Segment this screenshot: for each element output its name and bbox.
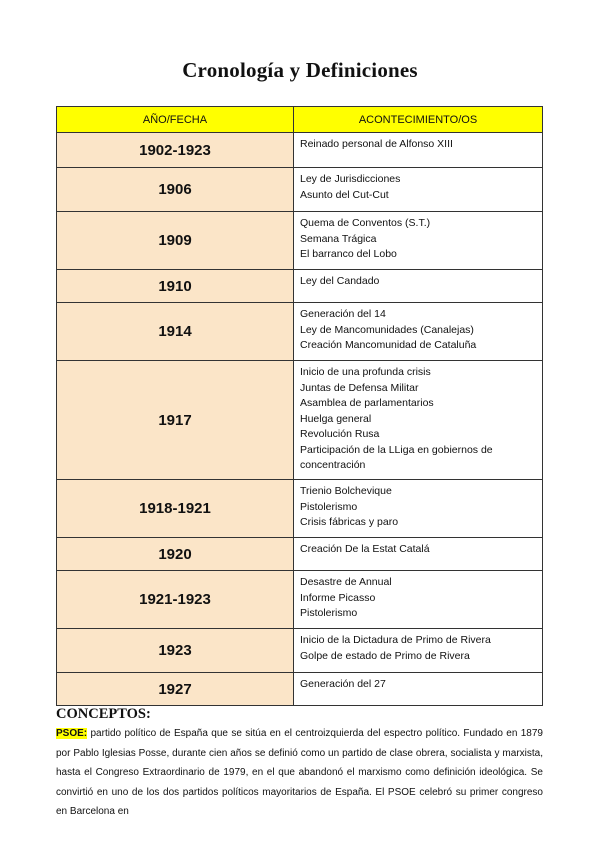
table-row [57,538,543,571]
event-item: Pistolerismo [300,607,358,619]
event-item: Juntas de Defensa Militar [300,381,419,394]
year-cell: 1914 [57,303,294,361]
event-item: Inicio de la Dictadura de Primo de Rivera [300,634,491,646]
year-cell: 1918-1921 [57,480,294,538]
year-cell: 1910 [57,270,294,303]
concepts-heading: CONCEPTOS: [56,706,151,722]
event-item: Inicio de una profunda crisis [300,366,431,378]
year-cell: 1917 [57,361,294,480]
event-item: Golpe de estado de Primo de Rivera [300,649,470,662]
event-item: Reinado personal de Alfonso XIII [300,138,453,150]
events-cell [294,480,543,538]
table-row [57,673,543,706]
year-cell: 1927 [57,673,294,706]
event-item: Trienio Bolchevique [300,485,392,497]
events-cell [294,673,543,706]
table-row [57,212,543,270]
event-item: Ley del Candado [300,275,380,287]
event-item: Creación De la Estat Catalá [300,543,430,555]
table-row [57,480,543,538]
concept-definition [56,724,543,822]
column-header-events: ACONTECIMIENTO/OS [294,107,543,133]
events-cell [294,212,543,270]
chronology-table [56,106,543,706]
table-row [57,168,543,212]
event-item: Asunto del Cut-Cut [300,188,389,201]
event-item: concentración [300,459,366,471]
concept-text: partido político de España que se sitúa en el centroizquierda del espectro político. Fundado en 1879 por Pablo Iglesias Posse, durante cien años se definió como un partido de clase obrera, socialista y marxista, hasta el Congreso Extraordinario de 1979, en el que abandonó el marxismo como definición ideológica. Se convirtió en uno de los dos partidos políticos mayoritarios de España. El PSOE celebró su primer congreso en Barcelona en [56,728,543,817]
table-row [57,629,543,673]
event-item: Ley de Jurisdicciones [300,173,401,185]
event-item: Pistolerismo [300,500,358,513]
year-cell: 1923 [57,629,294,673]
table-row [57,571,543,629]
events-cell [294,361,543,480]
event-item: Desastre de Annual [300,576,392,588]
page-title: Cronología y Definiciones [182,58,418,82]
column-header-year: AÑO/FECHA [57,107,294,133]
events-cell [294,303,543,361]
events-cell [294,629,543,673]
events-cell [294,168,543,212]
event-item: Informe Picasso [300,591,376,604]
event-item: El barranco del Lobo [300,248,397,260]
concept-term: PSOE: [56,728,88,739]
event-item: Crisis fábricas y paro [300,516,399,528]
events-cell [294,133,543,168]
event-item: Generación del 27 [300,678,386,690]
event-item: Revolución Rusa [300,428,380,440]
event-item: Quema de Conventos (S.T.) [300,217,431,229]
year-cell: 1921-1923 [57,571,294,629]
table-row [57,133,543,168]
event-item: Huelga general [300,412,372,425]
year-cell: 1909 [57,212,294,270]
events-cell [294,571,543,629]
event-item: Participación de la LLiga en gobiernos de [300,443,493,456]
table-row [57,361,543,480]
table-header-row [57,107,543,133]
events-cell [294,270,543,303]
event-item: Ley de Mancomunidades (Canalejas) [300,323,474,336]
event-item: Asamblea de parlamentarios [300,397,434,409]
event-item: Generación del 14 [300,308,386,320]
table-row [57,270,543,303]
event-item: Creación Mancomunidad de Cataluña [300,339,477,351]
events-cell [294,538,543,571]
year-cell: 1906 [57,168,294,212]
event-item: Semana Trágica [300,232,377,245]
table-row [57,303,543,361]
year-cell: 1920 [57,538,294,571]
year-cell: 1902-1923 [57,133,294,168]
